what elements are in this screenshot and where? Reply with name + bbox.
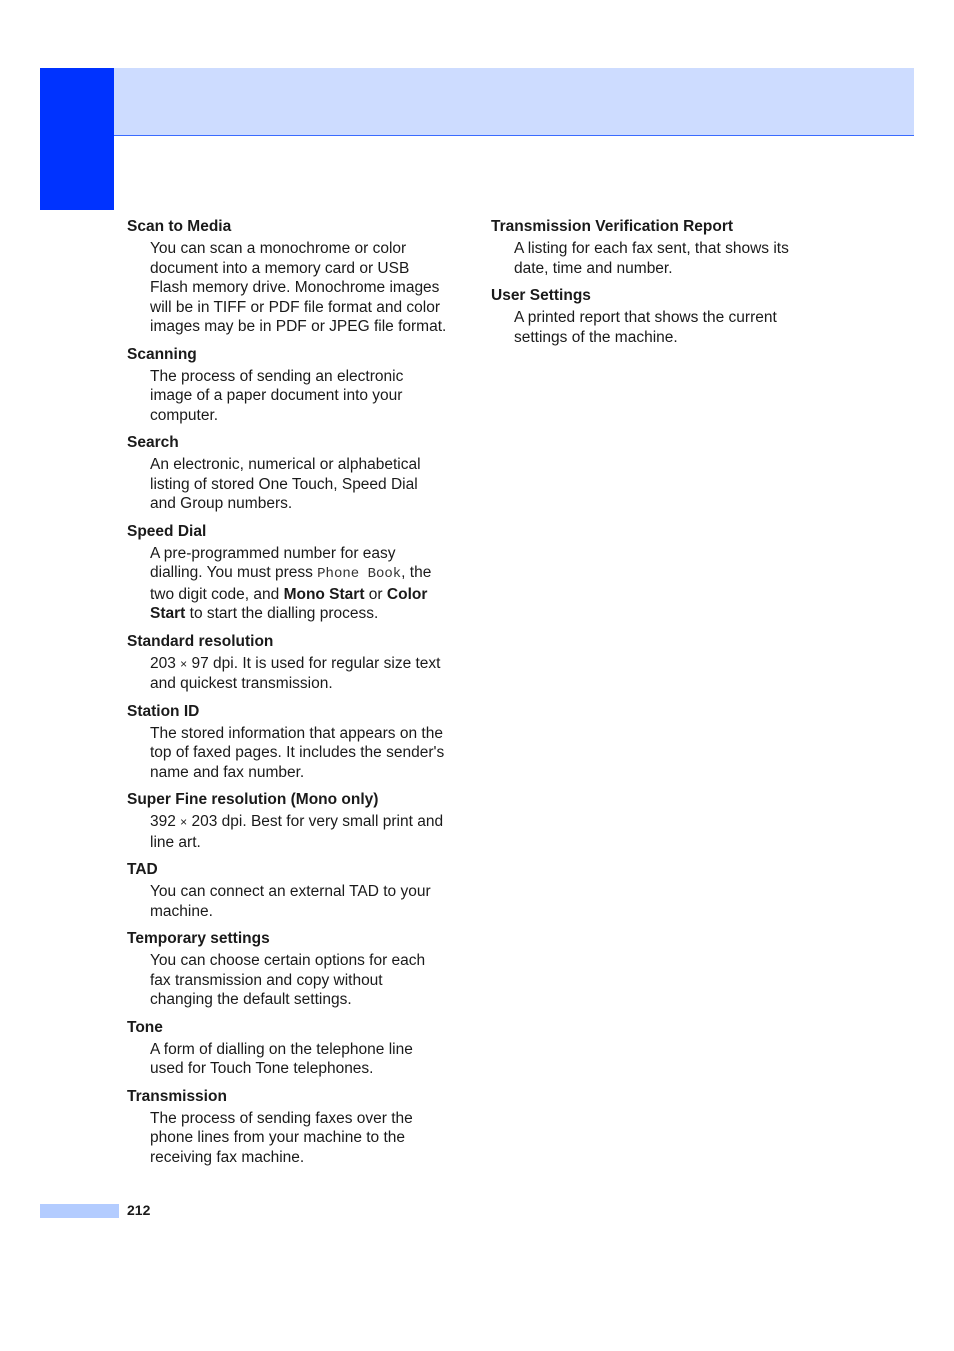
- glossary-term: Super Fine resolution (Mono only): [127, 791, 379, 808]
- glossary-definition: The stored information that appears on the top of faxed pages. It includes the sender's name and fax number.: [150, 724, 445, 781]
- glossary-term: Speed Dial: [127, 522, 207, 540]
- glossary-column-right: [491, 217, 811, 355]
- glossary-term: Standard resolution: [127, 632, 274, 650]
- glossary-term: Temporary settings: [127, 930, 270, 947]
- glossary-definition: [150, 812, 447, 852]
- definition-text: A pre-programmed number for easy dialling. You must press: [150, 544, 396, 581]
- phone-book-key-label: Phone Book: [317, 566, 402, 582]
- glossary-definition: You can choose certain options for each fax transmission and copy without changing the default settings.: [150, 952, 426, 1008]
- glossary-definition: [150, 544, 447, 624]
- page-number: 212: [127, 1202, 151, 1218]
- glossary-definition: The process of sending faxes over the phone lines from your machine to the receiving fax machine.: [150, 1109, 413, 1166]
- definition-text: , the two digit code, and: [150, 564, 432, 603]
- footer-bar: [40, 1204, 119, 1218]
- definition-text: 203 dpi. Best for very small print and line art.: [150, 813, 444, 851]
- glossary-definition: A printed report that shows the current settings of the machine.: [514, 309, 777, 346]
- glossary-definition: You can scan a monochrome or color document into a memory card or USB Flash memory drive. Monochrome images will be in TIFF or PDF file format and color images may be in PDF or JPEG file format.: [150, 240, 447, 335]
- glossary-definition: An electronic, numerical or alphabetical listing of stored One Touch, Speed Dial and Group numbers.: [150, 456, 421, 512]
- definition-text: 203: [150, 654, 181, 672]
- glossary-entry-user-settings: [491, 286, 811, 347]
- definition-text: or: [364, 585, 387, 603]
- glossary-definition: [150, 654, 447, 694]
- mono-start-key-label: Mono Start: [283, 585, 365, 603]
- glossary-entry-transmission: [127, 1087, 447, 1168]
- glossary-entry-super-fine-resolution: [127, 790, 447, 852]
- glossary-entry-station-id: [127, 702, 447, 783]
- color-start-key-label: Color Start: [150, 585, 428, 622]
- glossary-column-left: [127, 217, 447, 1175]
- glossary-entry-tad: [127, 860, 447, 921]
- times-sign: ×: [180, 815, 188, 829]
- header-band: [114, 68, 914, 136]
- chapter-tab: [40, 68, 114, 210]
- definition-text: 97 dpi. It is used for regular size text and quickest transmission.: [150, 654, 441, 692]
- glossary-term: Station ID: [127, 702, 200, 720]
- glossary-term: Search: [127, 434, 179, 451]
- glossary-entry-temporary-settings: [127, 929, 447, 1010]
- glossary-entry-transmission-verification-report: [491, 217, 811, 278]
- glossary-term: Transmission Verification Report: [491, 218, 734, 235]
- glossary-entry-speed-dial: [127, 522, 447, 624]
- times-sign: ×: [180, 656, 188, 671]
- glossary-term: Tone: [127, 1018, 163, 1036]
- glossary-definition: The process of sending an electronic image of a paper document into your computer.: [150, 367, 404, 424]
- glossary-entry-standard-resolution: [127, 632, 447, 694]
- glossary-entry-scan-to-media: [127, 217, 447, 337]
- glossary-entry-scanning: [127, 345, 447, 426]
- glossary-definition: A form of dialling on the telephone line used for Touch Tone telephones.: [150, 1040, 413, 1077]
- glossary-term: Transmission: [127, 1087, 227, 1105]
- definition-text: 392: [150, 813, 181, 830]
- definition-text: to start the dialling process.: [185, 605, 379, 622]
- glossary-entry-tone: [127, 1018, 447, 1079]
- glossary-term: User Settings: [491, 287, 591, 304]
- glossary-definition: A listing for each fax sent, that shows its date, time and number.: [514, 240, 789, 277]
- glossary-definition: You can connect an external TAD to your machine.: [150, 883, 431, 920]
- glossary-entry-search: [127, 433, 447, 514]
- glossary-term: TAD: [127, 861, 158, 878]
- glossary-term: Scanning: [127, 345, 197, 363]
- glossary-term: Scan to Media: [127, 218, 232, 235]
